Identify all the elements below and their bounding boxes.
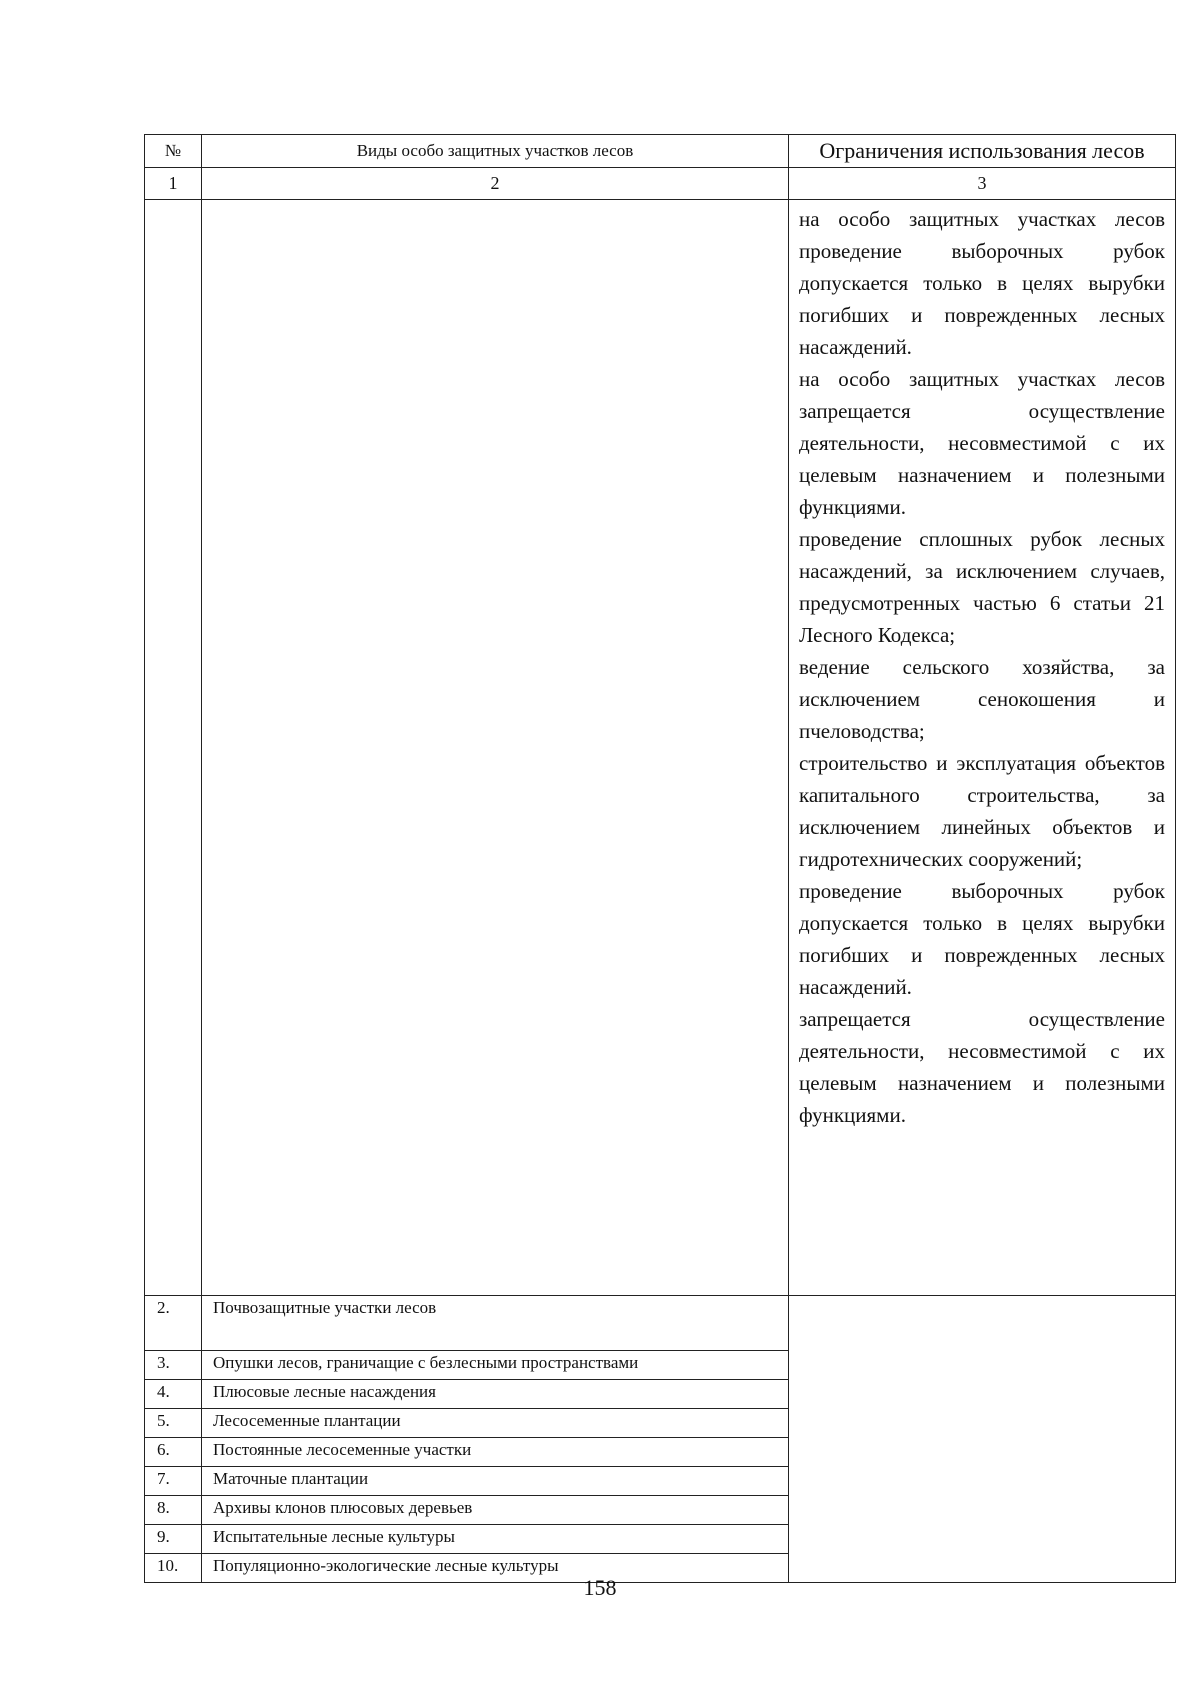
row-kind: Постоянные лесосеменные участки	[202, 1438, 789, 1467]
row-kind: Почвозащитные участки лесов	[202, 1296, 789, 1351]
table-header-row	[145, 135, 1176, 168]
limit-paragraph: запрещается осуществление деятельности, несовместимой с их целевым назначением и полезными функциями.	[799, 1007, 1165, 1127]
empty-kind-cell	[202, 200, 789, 1296]
table-row	[145, 1296, 1176, 1351]
empty-number-cell	[145, 200, 202, 1296]
limit-paragraph: на особо защитных участках лесов проведение выборочных рубок допускается только в целях вырубки погибших и поврежденных лесных насаждений.	[799, 207, 1165, 359]
row-number: 7.	[145, 1467, 202, 1496]
row-number: 3.	[145, 1351, 202, 1380]
limit-paragraph: проведение выборочных рубок допускается только в целях вырубки погибших и поврежденных лесных насаждений.	[799, 879, 1165, 999]
column-number-2: 2	[202, 168, 789, 200]
row-number: 4.	[145, 1380, 202, 1409]
header-limits: Ограничения использования лесов	[789, 135, 1176, 168]
limit-paragraph: на особо защитных участках лесов запрещается осуществление деятельности, несовместимой с их целевым назначением и полезными функциями.	[799, 367, 1165, 519]
row-number: 8.	[145, 1496, 202, 1525]
column-number-1: 1	[145, 168, 202, 200]
limits-cell	[789, 200, 1176, 1296]
row-kind: Популяционно-экологические лесные культуры	[202, 1554, 789, 1583]
table-row-continued	[145, 200, 1176, 1296]
limit-paragraph: проведение сплошных рубок лесных насаждений, за исключением случаев, предусмотренных частью 6 статьи 21 Лесного Кодекса;	[799, 527, 1165, 647]
limit-paragraph: ведение сельского хозяйства, за исключением сенокошения и пчеловодства;	[799, 655, 1165, 743]
row-kind: Лесосеменные плантации	[202, 1409, 789, 1438]
row-number: 10.	[145, 1554, 202, 1583]
limit-paragraph: строительство и эксплуатация объектов капитального строительства, за исключением линейных объектов и гидротехнических сооружений;	[799, 751, 1165, 871]
row-kind: Испытательные лесные культуры	[202, 1525, 789, 1554]
column-number-3: 3	[789, 168, 1176, 200]
row-kind: Архивы клонов плюсовых деревьев	[202, 1496, 789, 1525]
column-number-row	[145, 168, 1176, 200]
row-kind: Плюсовые лесные насаждения	[202, 1380, 789, 1409]
row-number: 9.	[145, 1525, 202, 1554]
row-number: 6.	[145, 1438, 202, 1467]
restrictions-table	[144, 134, 1176, 1583]
page-number: 158	[583, 1575, 617, 1600]
header-kind: Виды особо защитных участков лесов	[202, 135, 789, 168]
row-number: 2.	[145, 1296, 202, 1351]
row-kind: Маточные плантации	[202, 1467, 789, 1496]
header-number: №	[145, 135, 202, 168]
row-number: 5.	[145, 1409, 202, 1438]
empty-limits-cell	[789, 1296, 1176, 1583]
row-kind: Опушки лесов, граничащие с безлесными пространствами	[202, 1351, 789, 1380]
